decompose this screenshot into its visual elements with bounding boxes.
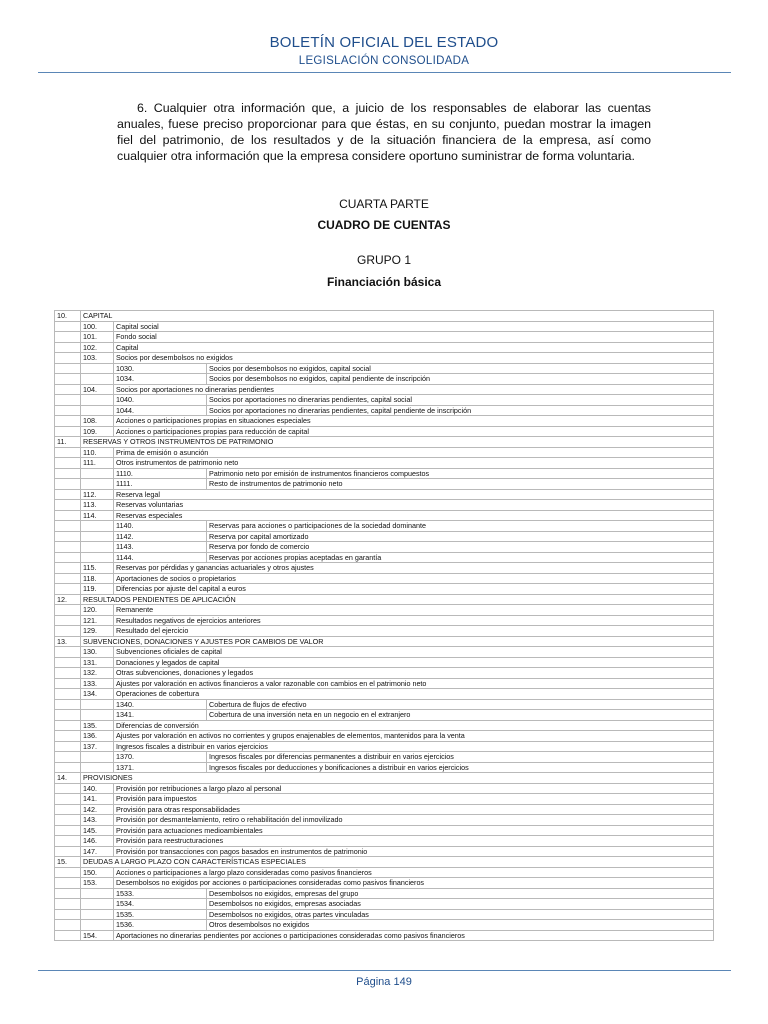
account-name: Provisión por desmantelamiento, retiro o rehabilitación del inmovilizado (114, 815, 714, 826)
account-name: Provisión para otras responsabilidades (114, 804, 714, 815)
account-name: Provisión para actuaciones medioambientales (114, 825, 714, 836)
account-code: 13. (55, 636, 81, 647)
account-code: 119. (81, 584, 114, 595)
empty-cell (55, 815, 81, 826)
empty-cell (55, 657, 81, 668)
part-heading: CUARTA PARTE (339, 197, 429, 211)
table-row (55, 647, 714, 658)
empty-cell (55, 825, 81, 836)
account-name: Reservas voluntarias (114, 500, 714, 511)
account-code: 110. (81, 447, 114, 458)
account-code: 140. (81, 783, 114, 794)
table-row (55, 668, 714, 679)
account-code: 142. (81, 804, 114, 815)
empty-cell (81, 762, 114, 773)
table-row (55, 405, 714, 416)
table-row (55, 563, 714, 574)
table-row (55, 594, 714, 605)
empty-cell (55, 794, 81, 805)
document-header (0, 33, 768, 69)
account-name: Socios por aportaciones no dinerarias pendientes, capital social (207, 395, 714, 406)
account-code: 120. (81, 605, 114, 616)
empty-cell (81, 479, 114, 490)
account-name: Ajustes por valoración en activos no corrientes y grupos enajenables de elementos, mantenidos para la venta (114, 731, 714, 742)
account-code: 153. (81, 878, 114, 889)
account-name: Reservas especiales (114, 510, 714, 521)
account-code: 113. (81, 500, 114, 511)
account-name: Socios por desembolsos no exigidos (114, 353, 714, 364)
account-name: Desembolsos no exigidos, empresas del grupo (207, 888, 714, 899)
table-row (55, 626, 714, 637)
table-row (55, 720, 714, 731)
account-name: Resultados negativos de ejercicios anteriores (114, 615, 714, 626)
account-code: 147. (81, 846, 114, 857)
account-name: Ingresos fiscales por deducciones y bonificaciones a distribuir en varios ejercicios (207, 762, 714, 773)
account-code: 121. (81, 615, 114, 626)
empty-cell (55, 342, 81, 353)
table-row (55, 426, 714, 437)
account-name: Diferencias por ajuste del capital a euros (114, 584, 714, 595)
table-row (55, 311, 714, 322)
empty-cell (55, 668, 81, 679)
account-code: 132. (81, 668, 114, 679)
account-name: PROVISIONES (81, 773, 714, 784)
empty-cell (55, 615, 81, 626)
account-name: RESERVAS Y OTROS INSTRUMENTOS DE PATRIMONIO (81, 437, 714, 448)
account-name: Provisión por retribuciones a largo plazo al personal (114, 783, 714, 794)
empty-cell (55, 699, 81, 710)
account-name: Operaciones de cobertura (114, 689, 714, 700)
empty-cell (55, 930, 81, 941)
account-name: Prima de emisión o asunción (114, 447, 714, 458)
empty-cell (81, 395, 114, 406)
account-name: Capital social (114, 321, 714, 332)
account-name: DEUDAS A LARGO PLAZO CON CARACTERÍSTICAS ESPECIALES (81, 857, 714, 868)
table-row (55, 909, 714, 920)
account-name: Ajustes por valoración en activos financieros a valor razonable con cambios en el patrimonio neto (114, 678, 714, 689)
table-row (55, 374, 714, 385)
account-code: 115. (81, 563, 114, 574)
empty-cell (55, 804, 81, 815)
account-name: Ingresos fiscales a distribuir en varios ejercicios (114, 741, 714, 752)
account-code: 131. (81, 657, 114, 668)
empty-cell (55, 374, 81, 385)
empty-cell (55, 846, 81, 857)
group-heading: GRUPO 1 (356, 253, 411, 267)
table-row (55, 416, 714, 427)
empty-cell (55, 678, 81, 689)
intro-paragraph: 6. Cualquier otra información que, a juicio de los responsables de elaborar las cuentas anuales, fuese preciso proporcionar para que éstas, en su conjunto, puedan mostrar la imagen fiel del patrimonio, de los resultados y de la situación financiera de la empresa, así como cualquier otra información que la empresa considere oportuno suministrar de forma voluntaria. (117, 101, 651, 163)
account-code: 1533. (114, 888, 207, 899)
account-name: Socios por desembolsos no exigidos, capital pendiente de inscripción (207, 374, 714, 385)
empty-cell (81, 531, 114, 542)
account-name: Socios por aportaciones no dinerarias pendientes, capital pendiente de inscripción (207, 405, 714, 416)
table-row (55, 657, 714, 668)
table-row (55, 794, 714, 805)
account-name: Donaciones y legados de capital (114, 657, 714, 668)
table-row (55, 762, 714, 773)
empty-cell (55, 468, 81, 479)
empty-cell (81, 521, 114, 532)
table-row (55, 804, 714, 815)
account-code: 1536. (114, 920, 207, 931)
account-code: 109. (81, 426, 114, 437)
account-code: 135. (81, 720, 114, 731)
table-row (55, 468, 714, 479)
account-code: 1040. (114, 395, 207, 406)
account-code: 1143. (114, 542, 207, 553)
table-row (55, 552, 714, 563)
empty-cell (81, 920, 114, 931)
account-code: 1044. (114, 405, 207, 416)
account-name: RESULTADOS PENDIENTES DE APLICACIÓN (81, 594, 714, 605)
table-row (55, 825, 714, 836)
empty-cell (81, 552, 114, 563)
empty-cell (55, 363, 81, 374)
account-name: Reservas para acciones o participaciones de la sociedad dominante (207, 521, 714, 532)
table-row (55, 867, 714, 878)
table-row (55, 605, 714, 616)
account-name: Otros desembolsos no exigidos (207, 920, 714, 931)
table-row (55, 500, 714, 511)
account-name: Socios por aportaciones no dinerarias pendientes (114, 384, 714, 395)
account-code: 1110. (114, 468, 207, 479)
table-row (55, 846, 714, 857)
account-code: 143. (81, 815, 114, 826)
empty-cell (55, 479, 81, 490)
table-row (55, 773, 714, 784)
empty-cell (55, 710, 81, 721)
account-name: Desembolsos no exigidos, empresas asociadas (207, 899, 714, 910)
table-row (55, 384, 714, 395)
account-code: 1111. (114, 479, 207, 490)
table-row (55, 857, 714, 868)
account-name: Acciones o participaciones propias en situaciones especiales (114, 416, 714, 427)
account-name: Reserva por fondo de comercio (207, 542, 714, 553)
table-row (55, 741, 714, 752)
accounts-table (54, 310, 714, 941)
account-code: 1371. (114, 762, 207, 773)
table-row (55, 689, 714, 700)
empty-cell (81, 405, 114, 416)
account-name: Reserva por capital amortizado (207, 531, 714, 542)
table-row (55, 584, 714, 595)
account-name: Diferencias de conversión (114, 720, 714, 731)
empty-cell (55, 762, 81, 773)
empty-cell (55, 384, 81, 395)
table-row (55, 353, 714, 364)
account-name: Provisión para reestructuraciones (114, 836, 714, 847)
empty-cell (55, 521, 81, 532)
table-row (55, 710, 714, 721)
table-row (55, 920, 714, 931)
account-name: Otras subvenciones, donaciones y legados (114, 668, 714, 679)
account-name: Aportaciones no dinerarias pendientes por acciones o participaciones consideradas como pasivos financieros (114, 930, 714, 941)
account-code: 137. (81, 741, 114, 752)
empty-cell (55, 416, 81, 427)
table-row (55, 899, 714, 910)
account-name: Resultado del ejercicio (114, 626, 714, 637)
table-row (55, 542, 714, 553)
empty-cell (55, 584, 81, 595)
empty-cell (55, 909, 81, 920)
table-row (55, 930, 714, 941)
account-code: 15. (55, 857, 81, 868)
account-name: Fondo social (114, 332, 714, 343)
account-code: 111. (81, 458, 114, 469)
empty-cell (81, 899, 114, 910)
footer-divider (38, 970, 731, 971)
table-row (55, 395, 714, 406)
table-row (55, 636, 714, 647)
empty-cell (81, 363, 114, 374)
table-row (55, 531, 714, 542)
account-code: 1144. (114, 552, 207, 563)
empty-cell (55, 605, 81, 616)
account-code: 102. (81, 342, 114, 353)
account-name: Reserva legal (114, 489, 714, 500)
table-row (55, 342, 714, 353)
account-code: 101. (81, 332, 114, 343)
account-code: 1535. (114, 909, 207, 920)
table-row (55, 878, 714, 889)
account-code: 1142. (114, 531, 207, 542)
account-name: Aportaciones de socios o propietarios (114, 573, 714, 584)
empty-cell (55, 395, 81, 406)
empty-cell (55, 426, 81, 437)
account-code: 1341. (114, 710, 207, 721)
empty-cell (81, 909, 114, 920)
account-name: Acciones o participaciones propias para reducción de capital (114, 426, 714, 437)
table-row (55, 437, 714, 448)
empty-cell (55, 332, 81, 343)
account-code: 108. (81, 416, 114, 427)
table-row (55, 479, 714, 490)
account-code: 11. (55, 437, 81, 448)
empty-cell (81, 699, 114, 710)
account-name: Resto de instrumentos de patrimonio neto (207, 479, 714, 490)
account-code: 1030. (114, 363, 207, 374)
empty-cell (55, 741, 81, 752)
account-name: Provisión para impuestos (114, 794, 714, 805)
table-row (55, 573, 714, 584)
empty-cell (55, 899, 81, 910)
empty-cell (55, 542, 81, 553)
empty-cell (55, 878, 81, 889)
account-code: 129. (81, 626, 114, 637)
empty-cell (81, 710, 114, 721)
account-code: 130. (81, 647, 114, 658)
table-row (55, 815, 714, 826)
table-row (55, 836, 714, 847)
empty-cell (81, 752, 114, 763)
empty-cell (55, 531, 81, 542)
account-name: Desembolsos no exigidos por acciones o participaciones consideradas como pasivos financieros (114, 878, 714, 889)
account-name: Patrimonio neto por emisión de instrumentos financieros compuestos (207, 468, 714, 479)
empty-cell (55, 573, 81, 584)
account-name: Cobertura de flujos de efectivo (207, 699, 714, 710)
account-name: Capital (114, 342, 714, 353)
account-name: Desembolsos no exigidos, otras partes vinculadas (207, 909, 714, 920)
account-code: 1534. (114, 899, 207, 910)
table-row (55, 489, 714, 500)
account-name: Reservas por pérdidas y ganancias actuariales y otros ajustes (114, 563, 714, 574)
empty-cell (55, 500, 81, 511)
account-code: 100. (81, 321, 114, 332)
empty-cell (55, 836, 81, 847)
empty-cell (55, 647, 81, 658)
empty-cell (81, 374, 114, 385)
account-name: SUBVENCIONES, DONACIONES Y AJUSTES POR CAMBIOS DE VALOR (81, 636, 714, 647)
table-row (55, 731, 714, 742)
account-code: 1340. (114, 699, 207, 710)
account-code: 134. (81, 689, 114, 700)
account-code: 1370. (114, 752, 207, 763)
account-code: 1140. (114, 521, 207, 532)
account-name: Cobertura de una inversión neta en un negocio en el extranjero (207, 710, 714, 721)
empty-cell (55, 689, 81, 700)
empty-cell (55, 447, 81, 458)
empty-cell (55, 783, 81, 794)
empty-cell (55, 731, 81, 742)
table-row (55, 615, 714, 626)
empty-cell (55, 626, 81, 637)
table-row (55, 752, 714, 763)
empty-cell (55, 720, 81, 731)
account-code: 150. (81, 867, 114, 878)
empty-cell (55, 489, 81, 500)
account-code: 141. (81, 794, 114, 805)
group-title: Financiación básica (326, 275, 442, 289)
account-name: Remanente (114, 605, 714, 616)
empty-cell (55, 552, 81, 563)
empty-cell (55, 867, 81, 878)
page-number: Página 149 (356, 976, 412, 988)
account-code: 1034. (114, 374, 207, 385)
table-row (55, 510, 714, 521)
account-code: 104. (81, 384, 114, 395)
table-row (55, 521, 714, 532)
header-divider (38, 72, 731, 73)
table-row (55, 363, 714, 374)
table-row (55, 447, 714, 458)
account-code: 146. (81, 836, 114, 847)
bulletin-title: BOLETÍN OFICIAL DEL ESTADO (269, 34, 499, 51)
account-code: 133. (81, 678, 114, 689)
account-code: 118. (81, 573, 114, 584)
account-code: 112. (81, 489, 114, 500)
table-row (55, 783, 714, 794)
account-code: 103. (81, 353, 114, 364)
empty-cell (55, 405, 81, 416)
table-row (55, 678, 714, 689)
table-row (55, 699, 714, 710)
account-name: Reservas por acciones propias aceptadas en garantía (207, 552, 714, 563)
empty-cell (55, 920, 81, 931)
account-name: CAPITAL (81, 311, 714, 322)
empty-cell (55, 510, 81, 521)
table-row (55, 888, 714, 899)
account-code: 12. (55, 594, 81, 605)
empty-cell (81, 888, 114, 899)
empty-cell (55, 321, 81, 332)
bulletin-subtitle: LEGISLACIÓN CONSOLIDADA (298, 55, 470, 67)
empty-cell (55, 458, 81, 469)
account-code: 136. (81, 731, 114, 742)
account-name: Acciones o participaciones a largo plazo consideradas como pasivos financieros (114, 867, 714, 878)
account-code: 10. (55, 311, 81, 322)
empty-cell (55, 563, 81, 574)
table-row (55, 332, 714, 343)
table-row (55, 321, 714, 332)
account-name: Provisión por transacciones con pagos basados en instrumentos de patrimonio (114, 846, 714, 857)
account-code: 14. (55, 773, 81, 784)
empty-cell (81, 468, 114, 479)
account-code: 114. (81, 510, 114, 521)
account-name: Otros instrumentos de patrimonio neto (114, 458, 714, 469)
empty-cell (55, 752, 81, 763)
part-title: CUADRO DE CUENTAS (317, 218, 451, 232)
empty-cell (55, 888, 81, 899)
table-row (55, 458, 714, 469)
account-code: 154. (81, 930, 114, 941)
empty-cell (55, 353, 81, 364)
account-name: Socios por desembolsos no exigidos, capital social (207, 363, 714, 374)
empty-cell (81, 542, 114, 553)
account-name: Ingresos fiscales por diferencias permanentes a distribuir en varios ejercicios (207, 752, 714, 763)
account-name: Subvenciones oficiales de capital (114, 647, 714, 658)
account-code: 145. (81, 825, 114, 836)
